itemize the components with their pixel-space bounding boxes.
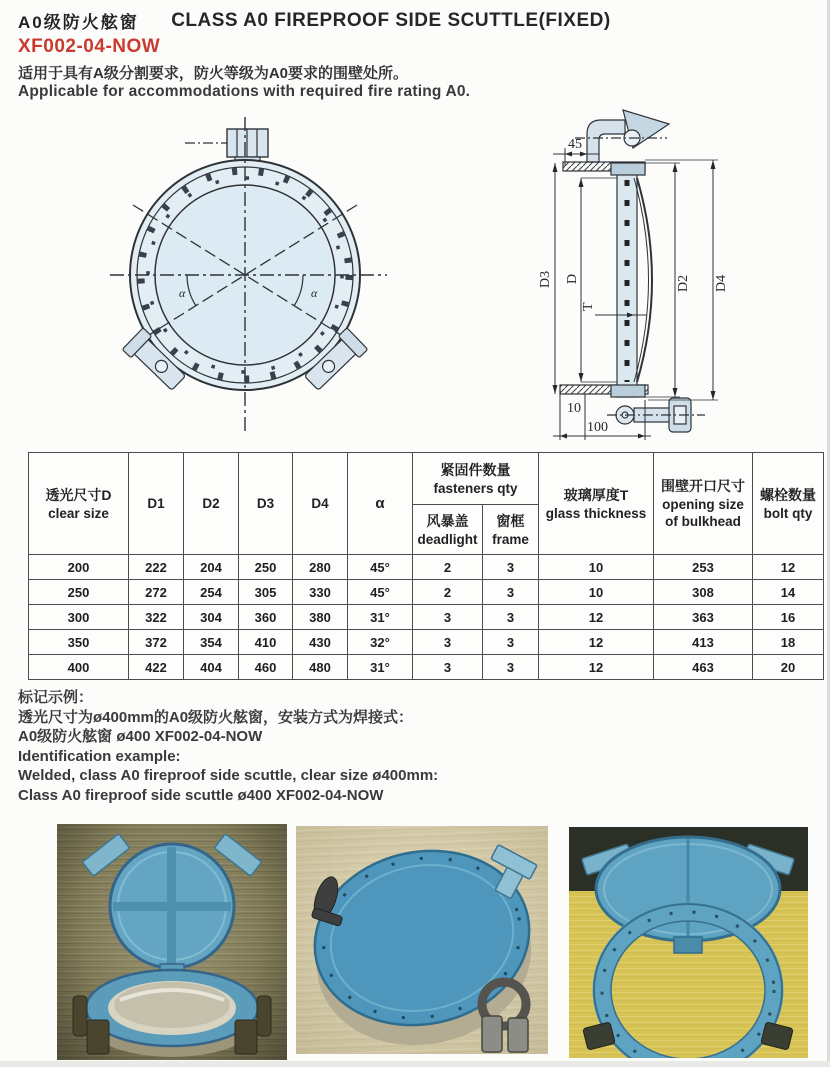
table-cell: 3 [483,580,539,605]
col-clear-size: 透光尺寸D clear size [29,453,129,555]
table-cell: 31° [348,655,413,680]
page-title-zh: A0级防火舷窗 [18,13,139,32]
table-cell: 222 [129,555,184,580]
table-cell: 253 [654,555,753,580]
table-cell: 2 [413,555,483,580]
table-cell: 372 [129,630,184,655]
front-angle-label-right: α [311,286,318,300]
table-cell: 18 [753,630,824,655]
description-en: Applicable for accommodations with required fire rating A0. [18,83,471,100]
table-cell: 300 [29,605,129,630]
table-cell: 430 [293,630,348,655]
table-cell: 3 [413,630,483,655]
table-cell: 272 [129,580,184,605]
table-cell: 12 [539,605,654,630]
col-bolt-qty: 螺栓数量 bolt qty [753,453,824,555]
description-zh: 适用于具有A级分割要求，防火等级为A0要求的围壁处所。 [18,65,409,82]
table-cell: 463 [654,655,753,680]
table-cell: 16 [753,605,824,630]
dim-label-d2: D2 [676,274,691,292]
table-cell: 330 [293,580,348,605]
table-cell: 460 [239,655,293,680]
table-cell: 380 [293,605,348,630]
page-edge-bottom [0,1061,830,1067]
table-cell: 45° [348,580,413,605]
table-row [29,655,824,680]
table-cell: 254 [184,580,239,605]
table-row [29,630,824,655]
dim-label-100: 100 [587,420,608,435]
table-cell: 32° [348,630,413,655]
table-cell: 2 [413,580,483,605]
spec-table [28,452,824,680]
page-title-en: CLASS A0 FIREPROOF SIDE SCUTTLE(FIXED) [171,9,611,31]
table-cell: 410 [239,630,293,655]
table-cell: 10 [539,555,654,580]
table-cell: 305 [239,580,293,605]
dim-label-d: D [565,273,580,284]
model-number: XF002-04-NOW [18,36,161,57]
col-alpha: α [348,453,413,555]
col-glass-thickness: 玻璃厚度T glass thickness [539,453,654,555]
product-photo-3 [569,827,808,1058]
table-cell: 12 [539,655,654,680]
col-frame: 窗框 frame [483,505,539,555]
table-cell: 350 [29,630,129,655]
table-cell: 413 [654,630,753,655]
front-view-drawing [85,103,415,445]
col-d4: D4 [293,453,348,555]
dim-label-d3: D3 [538,270,553,288]
table-cell: 3 [413,605,483,630]
table-cell: 250 [239,555,293,580]
table-cell: 12 [539,630,654,655]
table-cell: 480 [293,655,348,680]
table-cell: 12 [753,555,824,580]
table-cell: 280 [293,555,348,580]
table-row [29,605,824,630]
col-fasteners: 紧固件数量 fasteners qty [413,453,539,505]
product-photo-2 [296,826,548,1054]
dim-label-10: 10 [567,401,581,416]
table-cell: 404 [184,655,239,680]
table-cell: 422 [129,655,184,680]
example-line2-zh: A0级防火舷窗 ø400 XF002-04-NOW [18,728,263,745]
col-d2: D2 [184,453,239,555]
table-cell: 3 [483,555,539,580]
table-cell: 204 [184,555,239,580]
col-d1: D1 [129,453,184,555]
table-cell: 45° [348,555,413,580]
col-d3: D3 [239,453,293,555]
table-cell: 322 [129,605,184,630]
table-cell: 200 [29,555,129,580]
table-row [29,555,824,580]
table-cell: 250 [29,580,129,605]
example-label-zh: 标记示例： [18,689,94,706]
spec-table-body [29,555,824,680]
table-cell: 400 [29,655,129,680]
table-cell: 354 [184,630,239,655]
example-line2-en: Class A0 fireproof side scuttle ø400 XF002-04-NOW [18,786,384,804]
table-cell: 20 [753,655,824,680]
page-header [18,8,798,33]
col-deadlight: 风暴盖 deadlight [413,505,483,555]
table-cell: 3 [413,655,483,680]
dim-label-d4: D4 [714,274,729,292]
table-cell: 14 [753,580,824,605]
section-view-drawing [535,100,815,445]
product-photo-1 [57,824,287,1060]
table-cell: 363 [654,605,753,630]
example-label-en: Identification example: [18,747,181,765]
table-header-row-1 [29,453,824,505]
identification-example [18,688,438,805]
example-line1-en: Welded, class A0 fireproof side scuttle, clear size ø400mm: [18,767,439,784]
table-row [29,580,824,605]
dim-label-45: 45 [568,137,582,152]
table-cell: 360 [239,605,293,630]
table-cell: 31° [348,605,413,630]
table-cell: 304 [184,605,239,630]
table-cell: 3 [483,655,539,680]
example-line1-zh: 透光尺寸为ø400mm的A0级防火舷窗，安装方式为焊接式： [18,708,414,726]
col-opening-size: 围壁开口尺寸 opening size of bulkhead [654,453,753,555]
table-cell: 3 [483,605,539,630]
table-cell: 3 [483,630,539,655]
table-cell: 10 [539,580,654,605]
front-angle-label-left: α [179,286,186,300]
table-cell: 308 [654,580,753,605]
dim-label-t: T [581,302,596,311]
